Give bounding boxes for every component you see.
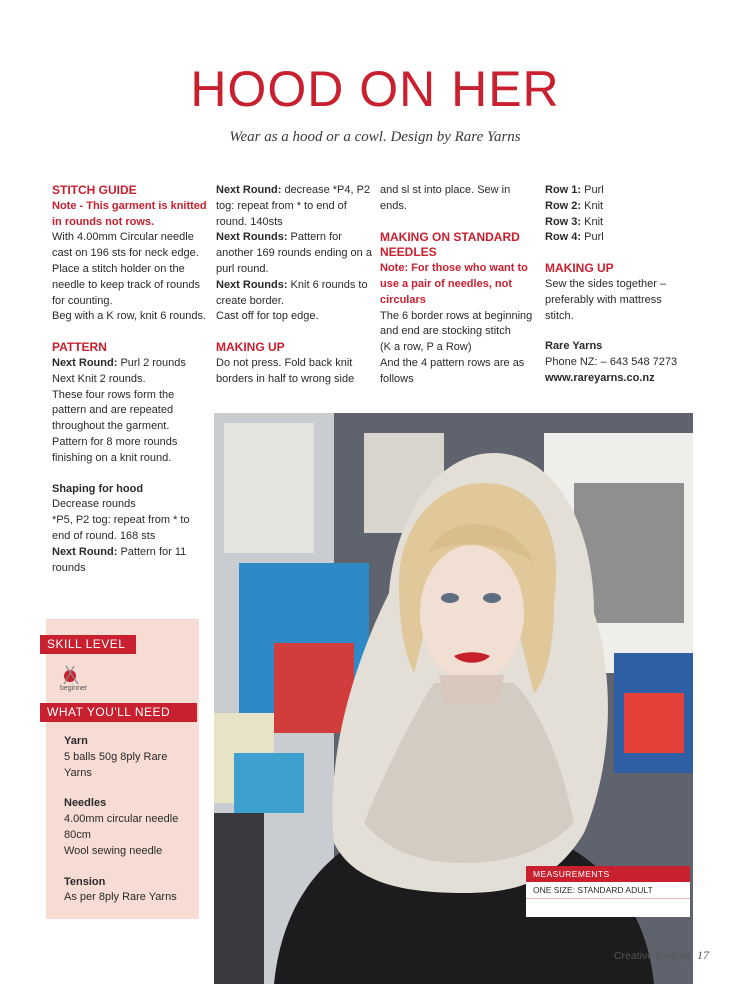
shaping-round-text: Pattern for 11 rounds xyxy=(52,545,187,574)
stitch-line: Place a stitch holder on the xyxy=(52,262,185,275)
shaping-line: end of round. 168 sts xyxy=(52,529,156,542)
materials-list xyxy=(64,734,194,906)
page-footer xyxy=(614,948,709,963)
magazine-name: Creative Knitting xyxy=(613,950,691,962)
round-text: decrease *P4, P2 tog: repeat from * to end of round. 140sts xyxy=(216,184,371,228)
tension-line: As per 8ply Rare Yarns xyxy=(64,891,177,904)
pattern-line: Pattern for 8 more rounds xyxy=(52,435,178,448)
yarn-line: 5 balls 50g 8ply Rare xyxy=(64,750,168,763)
needles-line: 4.00mm circular needle xyxy=(64,813,179,826)
pattern-heading: PATTERN xyxy=(52,340,107,355)
stitch-line: for counting. xyxy=(52,294,113,307)
column-1 xyxy=(52,183,212,576)
skill-level-tab: SKILL LEVEL xyxy=(40,635,136,654)
measurements-value: ONE SIZE: STANDARD ADULT xyxy=(526,882,690,899)
making-up-heading: MAKING UP xyxy=(216,340,285,355)
row-label: Row 4: xyxy=(545,231,582,244)
stitch-line: cast on 196 sts for neck edge. xyxy=(52,247,199,260)
measurements-heading: MEASUREMENTS xyxy=(526,866,690,882)
round-text: Pattern for another 169 rounds ending on a purl round. xyxy=(216,231,372,275)
measurements-box xyxy=(526,866,690,917)
pattern-line: finishing on a knit round. xyxy=(52,451,172,464)
standard-needles-note: Note: For those who want to use a pair of needles, not circulars xyxy=(380,262,528,306)
stitch-line: Beg with a K row, knit 6 rounds. xyxy=(52,310,207,323)
shaping-line: Decrease rounds xyxy=(52,498,136,511)
pattern-round-text: Purl 2 rounds xyxy=(117,356,186,369)
cast-off-text: Cast off for top edge. xyxy=(216,310,319,323)
shaping-heading: Shaping for hood xyxy=(52,482,144,495)
pattern-line: These four rows form the xyxy=(52,388,175,401)
tension-heading: Tension xyxy=(64,875,106,888)
standard-line: follows xyxy=(380,372,414,385)
round-label: Next Rounds: xyxy=(216,231,288,244)
making-up-line: stitch. xyxy=(545,309,574,322)
round-label: Next Rounds: xyxy=(216,278,288,291)
making-up-heading-2: MAKING UP xyxy=(545,261,614,276)
round-text: Knit 6 rounds to create border. xyxy=(216,278,368,307)
page-subtitle: Wear as a hood or a cowl. Design by Rare Yarns xyxy=(229,129,521,145)
row-text: Knit xyxy=(581,199,604,212)
contact-name: Rare Yarns xyxy=(545,340,603,353)
pattern-line: Next Knit 2 rounds. xyxy=(52,372,146,385)
contact-website: www.rareyarns.co.nz xyxy=(545,371,655,384)
stitch-line: With 4.00mm Circular needle xyxy=(52,231,194,244)
shaping-line: *P5, P2 tog: repeat from * to xyxy=(52,514,190,527)
standard-line: And the 4 pattern rows are as xyxy=(380,356,525,369)
standard-needles-heading: MAKING ON STANDARD NEEDLES xyxy=(380,229,520,260)
column-4 xyxy=(545,183,705,387)
row-text: Purl xyxy=(581,184,604,196)
standard-line: and end are stocking stitch xyxy=(380,325,511,338)
standard-line: The 6 border rows at beginning xyxy=(380,309,533,322)
stitch-guide-heading: STITCH GUIDE xyxy=(52,183,137,197)
column-3 xyxy=(380,183,540,388)
yarn-line: Yarns xyxy=(64,766,92,779)
making-up-line: Sew the sides together – xyxy=(545,277,667,290)
contact-phone: Phone NZ: – 643 548 7273 xyxy=(545,356,678,369)
column-2 xyxy=(216,183,376,388)
pattern-line: throughout the garment. xyxy=(52,420,170,433)
page-number: 17 xyxy=(697,948,709,962)
skill-level-label: beginner xyxy=(60,685,88,692)
making-up-line: preferably with mattress xyxy=(545,293,662,306)
needles-line: 80cm xyxy=(64,828,91,841)
stitch-guide-note: Note - This garment is knitted in rounds not rows. xyxy=(52,199,207,228)
what-youll-need-tab: WHAT YOU'LL NEED xyxy=(40,703,197,722)
row-text: Purl xyxy=(581,231,604,244)
row-label: Row 2: xyxy=(545,199,582,212)
pattern-round-label: Next Round: xyxy=(52,356,118,369)
row-text: Knit xyxy=(581,215,604,228)
continued-text: and sl st into place. Sew in ends. xyxy=(380,184,511,212)
needles-heading: Needles xyxy=(64,797,107,810)
needles-line: Wool sewing needle xyxy=(64,844,163,857)
making-up-text: Do not press. Fold back knit borders in half to wrong side xyxy=(216,356,355,385)
row-label: Row 3: xyxy=(545,215,582,228)
row-label: Row 1: xyxy=(545,184,582,196)
standard-line: (K a row, P a Row) xyxy=(380,341,472,354)
round-label: Next Round: xyxy=(216,184,282,196)
page-title: HOOD ON HER xyxy=(190,61,560,117)
shaping-round-label: Next Round: xyxy=(52,545,118,558)
stitch-line: needle to keep track of rounds xyxy=(52,278,200,291)
yarn-heading: Yarn xyxy=(64,735,88,747)
pattern-line: pattern and are repeated xyxy=(52,404,174,417)
